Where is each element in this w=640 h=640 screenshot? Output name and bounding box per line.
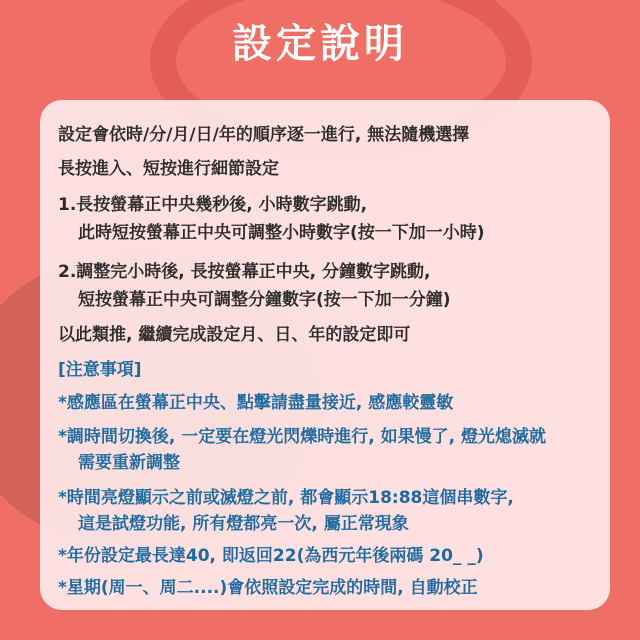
notes-header: [注意事項] [58, 360, 142, 380]
continue-line: 以此類推, 繼續完成設定月、日、年的設定即可 [58, 325, 411, 345]
instructions-card [40, 100, 610, 610]
page-title: 設定說明 [232, 21, 408, 67]
note-3-line-2: 這是試燈功能, 所有燈都亮一次, 屬正常現象 [78, 514, 409, 534]
note-1-line-1: *感應區在螢幕正中央、點擊請盡量接近, 感應較靈敏 [58, 393, 454, 413]
note-4-line-1: *年份設定最長達40, 即返回22(為西元年後兩碼 20_ _) [58, 546, 484, 566]
note-2-line-1: *調時間切換後, 一定要在燈光閃爍時進行, 如果慢了, 燈光熄滅就 [58, 427, 547, 447]
step-2-line-2: 短按螢幕正中央可調整分鐘數字(按一下加一分鐘) [78, 290, 451, 310]
step-1-line-1: 1.長按螢幕正中央幾秒後, 小時數字跳動, [58, 195, 368, 215]
note-3-line-1: *時間亮燈顯示之前或滅燈之前, 都會顯示18:88這個串數字, [58, 488, 514, 508]
note-5-line-1: *星期(周一、周二....)會依照設定完成的時間, 自動校正 [58, 578, 478, 598]
note-2-line-2: 需要重新調整 [78, 453, 180, 473]
order-line: 設定會依時/分/月/日/年的順序逐一進行, 無法隨機選擇 [58, 125, 470, 145]
press-line: 長按進入、短按進行細節設定 [58, 159, 279, 179]
step-1-line-2: 此時短按螢幕正中央可調整小時數字(按一下加一小時) [78, 223, 485, 243]
step-2-line-1: 2.調整完小時後, 長按螢幕正中央, 分鐘數字跳動, [58, 262, 431, 282]
